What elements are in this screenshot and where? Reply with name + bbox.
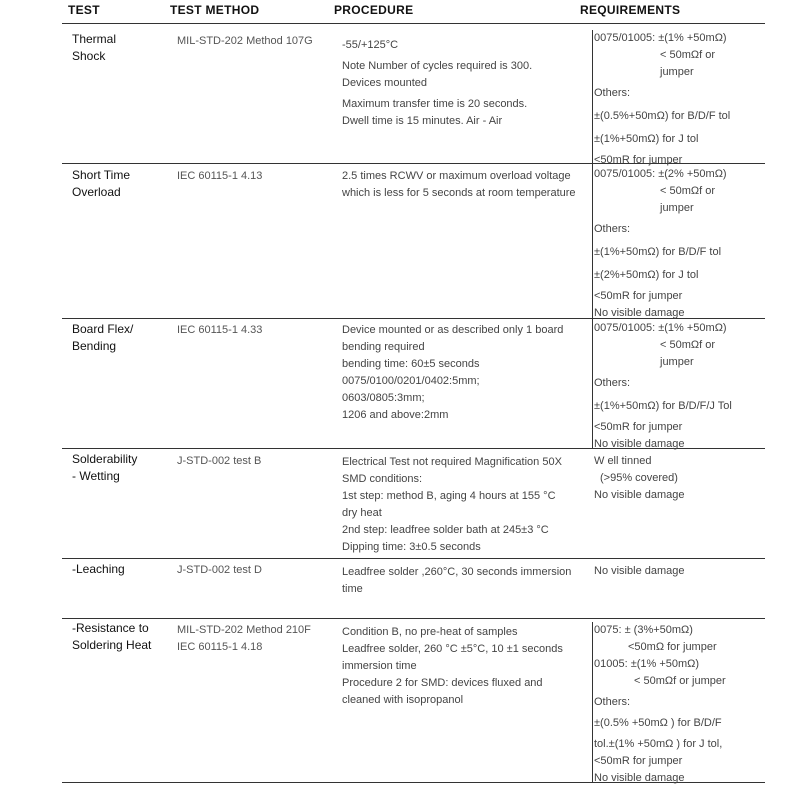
header-test: TEST: [68, 3, 100, 17]
procedure-line: Device mounted or as described only 1 board: [342, 324, 564, 336]
header-procedure: PROCEDURE: [334, 3, 414, 17]
test-name-line: -Leaching: [72, 562, 125, 576]
requirement-line: Others:: [594, 223, 631, 235]
row-5-procedure: [342, 564, 582, 598]
row-4-method: [177, 453, 332, 470]
procedure-line: time: [342, 583, 363, 595]
row-2-requirements: [594, 166, 769, 322]
procedure-line: Procedure 2 for SMD: devices fluxed and: [342, 677, 543, 689]
procedure-line: immersion time: [342, 660, 417, 672]
requirement-line: jumper: [660, 202, 694, 214]
requirement-line: Others:: [594, 377, 631, 389]
requirement-line: <50mΩ for jumper: [628, 641, 717, 653]
procedure-line: 0603/0805:3mm;: [342, 392, 425, 404]
test-name-line: Bending: [72, 339, 117, 353]
requirement-line: No visible damage: [594, 438, 685, 450]
row-1-procedure: [342, 37, 582, 130]
requirement-line: 0075/01005: ±(2% +50mΩ): [594, 168, 727, 180]
procedure-line: Dipping time: 3±0.5 seconds: [342, 541, 481, 553]
requirement-line: ±(1%+50mΩ) for J tol: [594, 133, 699, 145]
method-line: MIL-STD-202 Method 107G: [177, 35, 313, 47]
row-divider: [62, 558, 765, 559]
method-line: J-STD-002 test D: [177, 564, 262, 576]
requirement-line: ±(1%+50mΩ) for B/D/F/J Tol: [594, 400, 732, 412]
procedure-line: 2nd step: leadfree solder bath at 245±3 °C: [342, 524, 549, 536]
requirement-line: W ell tinned: [594, 455, 652, 467]
procedure-line: Leadfree solder, 260 °C ±5°C, 10 ±1 seconds: [342, 643, 563, 655]
requirement-line: <50mR for jumper: [594, 421, 683, 433]
procedure-line: which is less for 5 seconds at room temperature: [342, 187, 576, 199]
procedure-line: Dwell time is 15 minutes. Air - Air: [342, 115, 503, 127]
row-6-requirements: [594, 622, 769, 787]
method-line: IEC 60115-1 4.18: [177, 641, 263, 653]
procedure-line: 2.5 times RCWV or maximum overload voltage: [342, 170, 571, 182]
method-line: IEC 60115-1 4.33: [177, 324, 263, 336]
row-4-requirements: [594, 453, 769, 504]
row-5-method: [177, 562, 332, 579]
requirement-line: jumper: [660, 356, 694, 368]
test-name-line: Shock: [72, 49, 106, 63]
procedure-line: Condition B, no pre-heat of samples: [342, 626, 518, 638]
procedure-line: cleaned with isopropanol: [342, 694, 464, 706]
method-line: J-STD-002 test B: [177, 455, 262, 467]
requirement-line: <50mR for jumper: [594, 290, 683, 302]
procedure-line: 0075/0100/0201/0402:5mm;: [342, 375, 480, 387]
row-1-requirements: [594, 30, 769, 169]
requirement-line: < 50mΩf or: [660, 49, 715, 61]
procedure-line: Devices mounted: [342, 77, 427, 89]
row-2-test: [72, 167, 167, 201]
row-divider: [62, 618, 765, 619]
requirement-line: ±(1%+50mΩ) for B/D/F tol: [594, 246, 722, 258]
requirement-line: No visible damage: [594, 489, 685, 501]
requirement-line: 0075/01005: ±(1% +50mΩ): [594, 322, 727, 334]
column-divider: [592, 30, 593, 163]
procedure-line: Electrical Test not required Magnification 50X: [342, 456, 562, 468]
method-line: MIL-STD-202 Method 210F: [177, 624, 311, 636]
test-name-line: Soldering Heat: [72, 638, 152, 652]
requirement-line: < 50mΩf or jumper: [634, 675, 726, 687]
header-requirements: REQUIREMENTS: [580, 3, 681, 17]
requirement-line: Others:: [594, 696, 631, 708]
column-divider: [592, 163, 593, 318]
column-divider: [592, 318, 593, 448]
requirement-line: 01005: ±(1% +50mΩ): [594, 658, 700, 670]
procedure-line: -55/+125°C: [342, 39, 399, 51]
test-name-line: Short Time: [72, 168, 131, 182]
requirement-line: <50mR for jumper: [594, 755, 683, 767]
row-6-procedure: [342, 624, 582, 709]
test-name-line: Solderability: [72, 452, 138, 466]
requirement-line: 0075/01005: ±(1% +50mΩ): [594, 32, 727, 44]
row-1-method: [177, 33, 332, 50]
requirement-line: No visible damage: [594, 307, 685, 319]
row-4-procedure: [342, 454, 582, 556]
row-3-requirements: [594, 320, 769, 453]
test-name-line: Thermal: [72, 32, 117, 46]
requirement-line: <50mR for jumper: [594, 154, 683, 166]
row-2-method: [177, 168, 332, 185]
row-3-method: [177, 322, 332, 339]
header-test-method: TEST METHOD: [170, 3, 260, 17]
procedure-line: 1st step: method B, aging 4 hours at 155 °C: [342, 490, 556, 502]
row-2-procedure: [342, 168, 582, 202]
method-line: IEC 60115-1 4.13: [177, 170, 263, 182]
test-name-line: Overload: [72, 185, 121, 199]
row-6-method: [177, 622, 332, 656]
procedure-line: SMD conditions:: [342, 473, 423, 485]
requirement-line: ±(0.5%+50mΩ) for B/D/F tol: [594, 110, 731, 122]
test-name-line: -Resistance to: [72, 621, 149, 635]
requirement-line: (>95% covered): [600, 472, 678, 484]
procedure-line: Maximum transfer time is 20 seconds.: [342, 98, 528, 110]
row-3-procedure: [342, 322, 582, 424]
requirement-line: ±(0.5% +50mΩ ) for B/D/F: [594, 717, 722, 729]
requirement-line: ±(2%+50mΩ) for J tol: [594, 269, 699, 281]
row-5-test: [72, 561, 167, 578]
procedure-line: Leadfree solder ,260°C, 30 seconds immersion: [342, 566, 572, 578]
row-divider: [62, 23, 765, 24]
requirement-line: Others:: [594, 87, 631, 99]
row-3-test: [72, 321, 167, 355]
row-5-requirements: [594, 563, 769, 580]
procedure-line: bending time: 60±5 seconds: [342, 358, 480, 370]
requirement-line: 0075: ± (3%+50mΩ): [594, 624, 693, 636]
row-4-test: [72, 451, 167, 485]
requirement-line: tol.±(1% +50mΩ ) for J tol,: [594, 738, 723, 750]
test-name-line: - Wetting: [72, 469, 120, 483]
procedure-line: Note Number of cycles required is 300.: [342, 60, 533, 72]
procedure-line: 1206 and above:2mm: [342, 409, 449, 421]
procedure-line: bending required: [342, 341, 425, 353]
requirement-line: < 50mΩf or: [660, 185, 715, 197]
row-6-test: [72, 620, 167, 654]
test-name-line: Board Flex/: [72, 322, 134, 336]
column-divider: [592, 622, 593, 782]
requirement-line: < 50mΩf or: [660, 339, 715, 351]
requirement-line: No visible damage: [594, 565, 685, 577]
requirement-line: jumper: [660, 66, 694, 78]
procedure-line: dry heat: [342, 507, 382, 519]
requirement-line: No visible damage: [594, 772, 685, 784]
row-1-test: [72, 31, 167, 65]
